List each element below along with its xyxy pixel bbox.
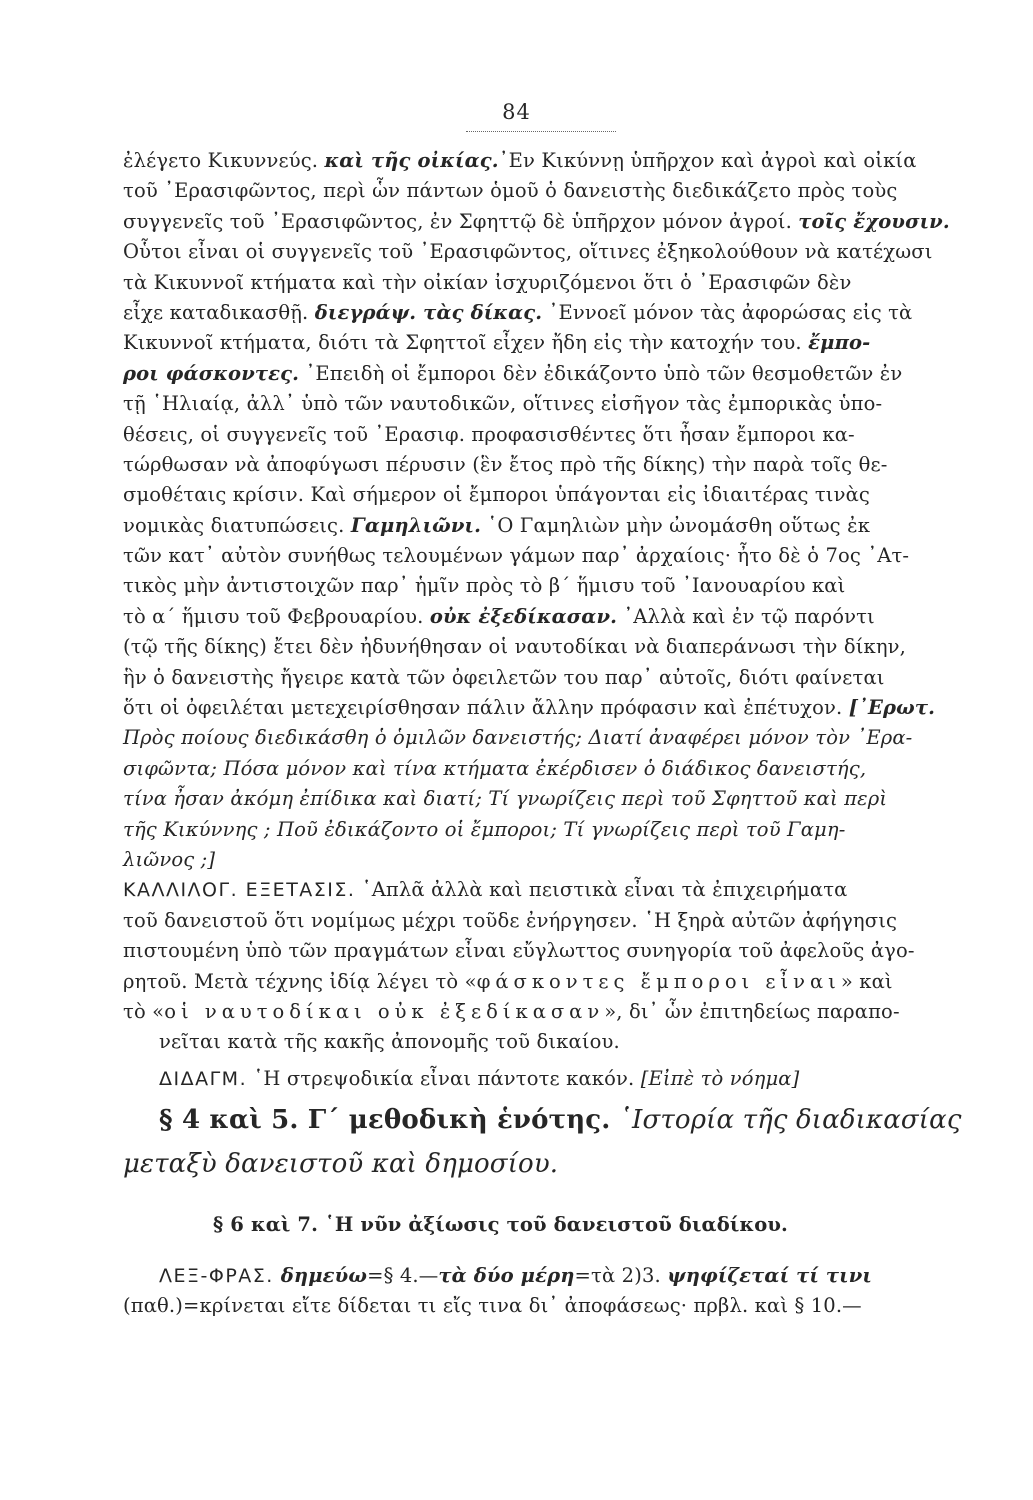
text-line [123,663,976,693]
text-line [123,146,976,176]
text-segment: ΔΙΔΑΓΜ. [159,1067,248,1090]
text-segment: τὸ α´ ἥμισυ τοῦ Φεβρουαρίου. [123,604,430,628]
text-segment: ᾿Επειδὴ οἱ ἔμποροι δὲν ἐδικάζοντο ὑπὸ τῶν θεσμοθετῶν ἐν [299,361,903,385]
text-segment: σιφῶντα; Πόσα μόνον καὶ τίνα κτήματα ἐκέρδισεν ὁ διάδικος δανειστής, [123,756,867,780]
text-line [123,936,976,966]
text-line [123,176,976,206]
text-segment: ῾Απλᾶ ἀλλὰ καὶ πειστικὰ εἶναι τὰ ἐπιχειρήματα [355,878,848,902]
text-segment: ἣν ὁ δανειστὴς ἤγειρε κατὰ τῶν ὀφειλετῶν του παρ᾿ αὐτοῖς, διότι φαίνεται [123,665,885,689]
text-segment: ῾Ιστορία τῆς διαδικασίας [610,1105,962,1136]
text-segment: καὶ τῆς οἰκίας. [324,149,499,172]
text-line [123,359,976,389]
text-line [123,541,976,571]
text-segment: σμοθέταις κρίσιν. Καὶ σήμερον οἱ ἔμποροι ὑπάγονται εἰς ἰδιαιτέρας τινὰς [123,483,870,507]
text-line [123,207,976,237]
text-line [123,480,976,510]
text-segment: (τῷ τῆς δίκης) ἔτει δὲν ἠδυνήθησαν οἱ ναυτοδίκαι νὰ διαπεράνωσι τὴν δίκην, [123,635,907,659]
body-text [123,146,976,1321]
text-line [123,420,976,450]
text-line [123,967,976,997]
text-segment: ροι φάσκοντες. [123,361,300,385]
text-segment: τώρθωσαν νὰ ἀποφύγωσι πέρυσιν (ἓν ἔτος πρὸ τῆς δίκης) τὴν παρὰ τοῖς θε- [123,452,888,476]
text-segment: ρητοῦ. Μετὰ τέχνης ἰδίᾳ λέγει τὸ « [123,969,477,993]
text-line [123,450,976,480]
text-line [123,602,976,632]
text-segment: Πρὸς ποίους διεδικάσθη ὁ ὁμιλῶν δανειστής; Διατί ἀναφέρει μόνον τὸν ᾿Ερα- [123,726,913,750]
text-segment: οἱ ναυτοδίκαι οὐκ ἐξεδίκασαν [164,999,605,1023]
text-segment: ΛΕΞ-ΦΡΑΣ. [159,1264,274,1287]
text-line [123,906,976,936]
text-line [123,511,976,541]
text-segment: λιῶνος ;] [123,847,216,871]
text-segment: ὅτι οἱ ὀφειλέται μετεχειρίσθησαν πάλιν ἄλλην πρόφασιν καὶ ἐπέτυχον. [123,696,849,720]
text-segment: νεῖται κατὰ τῆς κακῆς ἀπονομῆς τοῦ δικαίου. [159,1030,620,1054]
question-line [123,754,976,784]
text-segment: δημεύω [273,1263,368,1287]
text-segment: ἔμπο- [808,331,871,355]
text-segment: πιστουμένη ὑπὸ τῶν πραγμάτων εἶναι εὔγλωττος συνηγορία τοῦ ἀφελοῦς ἀγο- [123,939,915,963]
text-segment: ῾Ο Γαμηλιὼν μὴν ὠνομάσθη οὕτως ἐκ [481,513,871,537]
text-segment: φάσκοντες ἔμποροι εἶναι [476,969,841,993]
text-segment: ᾿Αλλὰ καὶ ἐν τῷ παρόντι [617,604,875,628]
text-segment: νομικὰς διατυπώσεις. [123,513,351,537]
subsection-heading [123,1210,976,1240]
text-segment: [᾿Ερωτ. [848,696,936,720]
text-line [123,237,976,267]
text-line [123,997,976,1027]
text-line [123,298,976,328]
text-segment: εἶχε καταδικασθῇ. [123,300,315,324]
text-segment: ᾿Εννοεῖ μόνον τὰς ἀφορώσας εἰς τὰ [542,300,913,324]
text-segment: Κικυννοῖ κτήματα, διότι τὰ Σφηττοῖ εἶχεν ἤδη εἰς τὴν κατοχήν του. [123,331,809,355]
text-line [123,632,976,662]
text-segment: τὰ δύο μέρη [438,1263,575,1287]
text-segment: συγγενεῖς τοῦ ᾿Ερασιφῶντος, ἐν Σφηττῷ δὲ ὑπῆρχον μόνον ἀγροί. [123,209,799,233]
text-segment: =§ 4.— [367,1263,439,1287]
text-segment: διεγράψ. τὰς δίκας. [314,300,543,324]
text-segment: ΚΑΛΛΙΛΟΓ. ΕΞΕΤΑΣΙΣ. [123,879,356,902]
lesson-line [123,1064,976,1094]
text-segment: τὰ Κικυννοῖ κτήματα καὶ τὴν οἰκίαν ἰσχυριζόμενοι ὅτι ὁ ᾿Ερασιφῶν δὲν [123,270,852,294]
text-segment: =τὰ 2)3. [574,1263,668,1287]
text-line [123,571,976,601]
text-segment: μεταξὺ δανειστοῦ καὶ δημοσίου. [123,1149,559,1180]
text-segment: τικὸς μὴν ἀντιστοιχῶν παρ᾿ ἡμῖν πρὸς τὸ β´ ἥμισυ τοῦ ᾿Ιανουαρίου καὶ [123,574,846,598]
question-line [123,815,976,845]
text-segment: Οὗτοι εἶναι οἱ συγγενεῖς τοῦ ᾿Ερασιφῶντος, οἵτινες ἐξηκολούθουν νὰ κατέχωσι [123,240,933,264]
question-line [123,845,976,875]
vocab-line [123,1291,976,1321]
text-segment: [Εἰπὲ τὸ νόημα] [640,1066,800,1090]
question-line [123,784,976,814]
text-segment: τῶν κατ᾿ αὐτὸν συνήθως τελουμένων γάμων παρ᾿ ἀρχαίοις· ἦτο δὲ ὁ 7ος ᾿Ατ- [123,544,910,568]
text-segment: (παθ.)=κρίνεται εἴτε δίδεται τι εἴς τινα δι᾿ ἀποφάσεως· πρβλ. καὶ § 10.— [123,1293,862,1317]
text-segment: ἐλέγετο Κικυννεύς. [123,149,325,172]
text-segment: τῇ ῾Ηλιαίᾳ, ἀλλ᾿ ὑπὸ τῶν ναυτοδικῶν, οἵτινες εἰσῆγον τὰς ἐμπορικὰς ὑπο- [123,392,883,416]
spacer [123,1241,976,1261]
text-segment: » καὶ [840,969,893,993]
text-segment: § 4 καὶ 5. Γ´ μεθοδικὴ ἑνότης. [159,1105,611,1136]
text-segment: τοῦ δανειστοῦ ὅτι νομίμως μέχρι τοῦδε ἐνήργησεν. ῾Η ξηρὰ αὐτῶν ἀφήγησις [123,908,898,932]
text-segment: ῾Η στρεψοδικία εἶναι πάντοτε κακόν. [247,1066,641,1090]
text-line [123,693,976,723]
text-segment: τίνα ἦσαν ἀκόμη ἐπίδικα καὶ διατί; Τί γνωρίζεις περὶ τοῦ Σφηττοῦ καὶ περὶ [123,787,888,811]
text-line [123,328,976,358]
text-segment: τοῦ ᾿Ερασιφῶντος, περὶ ὧν πάντων ὁμοῦ ὁ δανειστὴς διεδικάζετο πρὸς τοὺς [123,179,898,203]
text-segment: ψηφίζεταί τί τινι [667,1263,873,1287]
text-segment: τῆς Κικύννης ; Ποῦ ἐδικάζοντο οἱ ἔμποροι; Τί γνωρίζεις περὶ τοῦ Γαμη- [123,817,846,841]
text-segment: », δι᾿ ὧν ἐπιτηδείως παραπο- [604,999,900,1023]
text-segment: οὐκ ἐξεδίκασαν. [429,604,618,628]
text-line [123,1027,976,1057]
text-segment: Γαμηλιῶνι. [350,513,482,537]
text-line [123,268,976,298]
text-segment: τὸ « [123,999,165,1023]
header-divider [466,131,616,132]
text-segment: ᾿Εν Κικύννῃ ὑπῆρχον καὶ ἀγροὶ καὶ οἰκία [498,149,917,172]
question-line [123,723,976,753]
text-segment: τοῖς ἔχουσιν. [798,209,950,233]
text-line [123,389,976,419]
spacer [123,1190,976,1210]
page-number: 84 [502,100,531,124]
section-line [123,875,976,905]
text-segment: θέσεις, οἱ συγγενεῖς τοῦ ᾿Ερασιφ. προφασισθέντες ὅτι ἦσαν ἔμποροι κα- [123,422,855,446]
vocab-line [123,1261,976,1291]
text-segment: § 6 καὶ 7. ῾Η νῦν ἀξίωσις τοῦ δανειστοῦ διαδίκου. [213,1213,788,1237]
